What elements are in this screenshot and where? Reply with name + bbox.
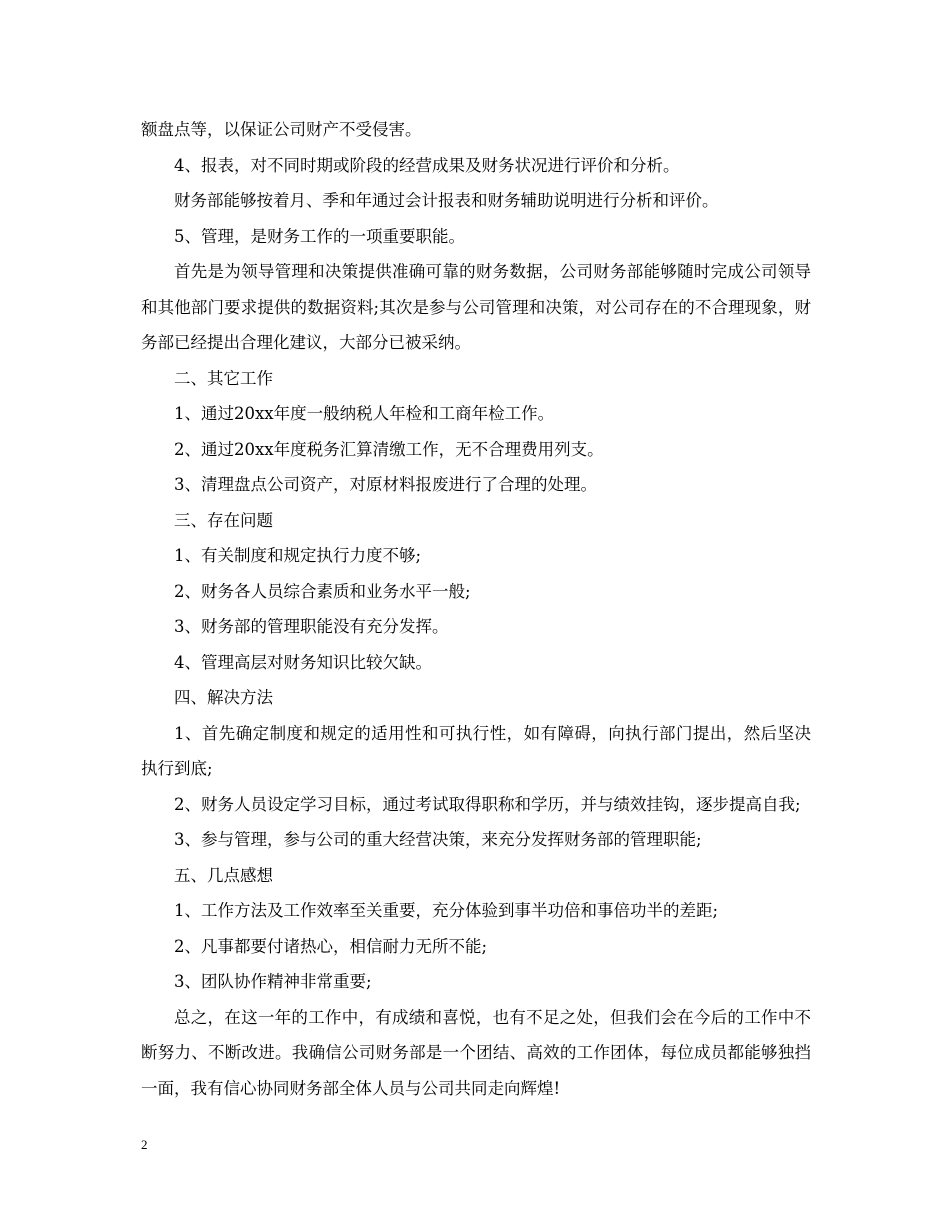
list-item: 2、凡事都要付诸热心，相信耐力无所不能; [174, 936, 488, 956]
list-item: 3、团队协作精神非常重要; [174, 972, 372, 991]
list-item: 3、清理盘点公司资产，对原材料报废进行了合理的处理。 [174, 475, 597, 494]
paragraph: 4、报表，对不同时期或阶段的经营成果及财务状况进行评价和分析。 [174, 155, 680, 175]
list-item: 2、财务人员设定学习目标，通过考试取得职称和学历，并与绩效挂钩，逐步提高自我; [174, 794, 801, 814]
list-item: 1、有关制度和规定执行力度不够; [174, 546, 422, 565]
paragraph: 5、管理，是财务工作的一项重要职能。 [174, 226, 465, 246]
list-item: 3、参与管理，参与公司的重大经营决策，来充分发挥财务部的管理职能; [174, 830, 702, 849]
list-item: 2、财务各人员综合素质和业务水平一般; [174, 581, 471, 601]
list-item: 2、通过20xx年度税务汇算清缴工作，无不合理费用列支。 [174, 439, 604, 459]
section-heading: 三、存在问题 [174, 510, 273, 530]
paragraph: 额盘点等，以保证公司财产不受侵害。 [141, 120, 422, 139]
paragraph: 财务部能够按着月、季和年通过会计报表和财务辅助说明进行分析和评价。 [174, 191, 719, 210]
document-body [141, 112, 811, 1106]
list-item: 1、工作方法及工作效率至关重要，充分体验到事半功倍和事倍功半的差距; [174, 901, 719, 920]
list-item: 1、首先确定制度和规定的适用性和可执行性，如有障碍，向执行部门提出，然后坚决执行到底; [141, 723, 811, 778]
section-heading: 四、解决方法 [174, 688, 273, 707]
list-item: 1、通过20xx年度一般纳税人年检和工商年检工作。 [174, 404, 555, 423]
list-item: 4、管理高层对财务知识比较欠缺。 [174, 652, 432, 672]
paragraph: 总之，在这一年的工作中，有成绩和喜悦，也有不足之处，但我们会在今后的工作中不断努力、不断改进。我确信公司财务部是一个团结、高效的工作团体，每位成员都能够独挡一面，我有信心协同财务部全体人员与公司共同走向辉煌! [141, 1007, 811, 1098]
section-heading: 五、几点感想 [174, 865, 273, 885]
section-heading: 二、其它工作 [174, 368, 273, 388]
paragraph: 首先是为领导管理和决策提供准确可靠的财务数据，公司财务部能够随时完成公司领导和其他部门要求提供的数据资料;其次是参与公司管理和决策，对公司存在的不合理现象，财务部已经提出合理化建议，大部分已被采纳。 [141, 262, 811, 352]
list-item: 3、财务部的管理职能没有充分发挥。 [174, 617, 449, 636]
page-number: 2 [141, 1137, 148, 1152]
